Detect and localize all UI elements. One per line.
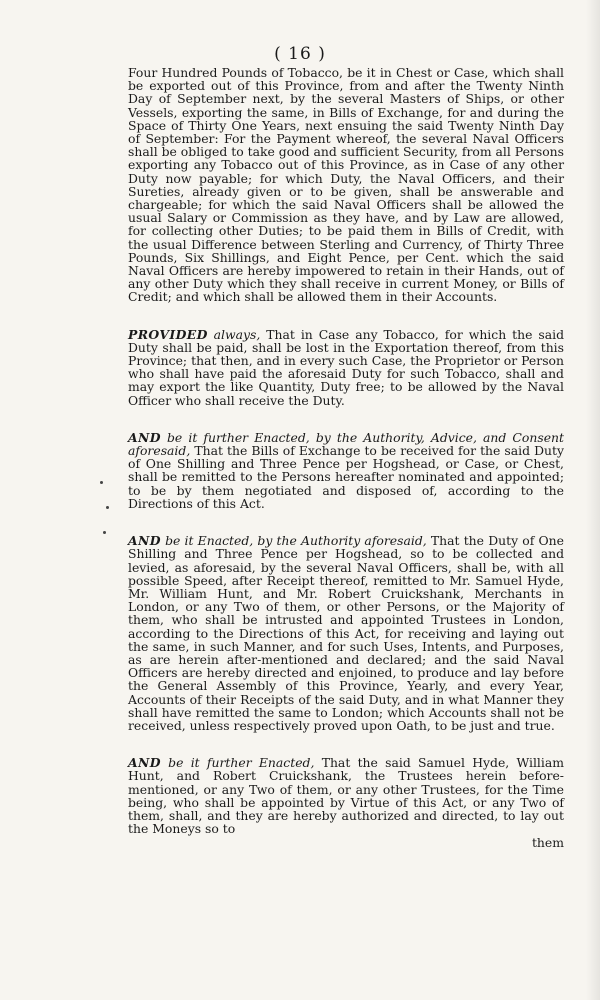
paragraph-1-body: Four Hundred Pounds of Tobacco, be it in Chest or Case, which shall be exported out of this Province, from and after the Twenty Ninth Day of September next, by the several Masters of Ships, or other Vessels, exporting the same, in Bills of Exchange, for and during the Space of Thirty One Years, next ensuing the said Twenty Ninth Day of September: For the Payment whereof, the several Naval Officers shall be obliged to take good and sufficient Security, from all Persons exporting any Tobacco out of this Province, as in Case of any other Duty now payable; for which Duty, the Naval Officers, and their Sureties, already given or to be given, shall be answerable and chargeable; for which the said Naval Officers shall be allowed the usual Salary or Commission as they have, and by Law are allowed, for collecting other Duties; to be paid them in Bills of Credit, with the usual Difference between Sterling and Currency, of Thirty Three Pounds, Six Shillings, and Eight Pence, per Cent. which the said Naval Officers are hereby impowered to retain in their Hands, out of any other Duty which they shall receive in current Money, or Bills of Credit; and which shall be allowed them in their Accounts. bbox=[128, 65, 564, 305]
page-number: ( 16 ) bbox=[274, 44, 326, 64]
body-text bbox=[128, 66, 564, 850]
paragraph-3-lead-rest: be it further Enacted, by the Authority, Advice, and Consent aforesaid, bbox=[128, 429, 564, 459]
stray-mark bbox=[103, 531, 106, 534]
paragraph-4-body: That the Duty of One Shilling and Three Pence per Hogshead, so to be collected and levied, as aforesaid, by the several Naval Officers, shall be, with all possible Speed, after Receipt thereof, remitted to Mr. Samuel Hyde, Mr. William Hunt, and Mr. Robert Cruickshank, Merchants in London, or any Two of them, or other Persons, or the Majority of them, who shall be intrusted and appointed Trustees in London, according to the Directions of this Act, for receiving and laying out the same, in such Manner, and for such Uses, Intents, and Purposes, as are herein after-mentioned and declared; and the said Naval Officers are hereby directed and enjoined, to produce and lay before the General Assembly of this Province, Yearly, and every Year, Accounts of their Receipts of the said Duty, and in what Manner they shall have remitted the same to London; which Accounts shall not be received, unless respectively proved upon Oath, to be just and true. bbox=[128, 533, 564, 733]
paragraph-5-lead: AND bbox=[128, 755, 161, 771]
catchword: them bbox=[531, 835, 564, 851]
paragraph-2-lead: PROVIDED bbox=[128, 326, 208, 342]
paragraph-2 bbox=[128, 328, 564, 407]
page-edge-shadow bbox=[586, 0, 600, 1000]
paragraph-4-lead: AND bbox=[128, 533, 161, 549]
paragraph-4-lead-rest: be it Enacted, by the Authority aforesaid, bbox=[160, 533, 427, 549]
paragraph-2-body: That in Case any Tobacco, for which the said Duty shall be paid, shall be lost in the Exportation thereof, from this Province; that then, and in every such Case, the Proprietor or Person who shall have paid the aforesaid Duty for such Tobacco, shall and may export the like Quantity, Duty free; to be allowed by the Naval Officer who shall receive the Duty. bbox=[128, 326, 564, 408]
paragraph-1 bbox=[128, 66, 564, 304]
paragraph-2-lead-rest: always, bbox=[207, 326, 261, 342]
paragraph-3-lead: AND bbox=[128, 429, 161, 445]
paragraph-4 bbox=[128, 534, 564, 732]
paragraph-5-body: That the said Samuel Hyde, William Hunt, and Robert Cruickshank, the Trustees herein before-mentioned, or any Two of them, or any other Trustees, for the Time being, who shall be appointed by Virtue of this Act, or any Two of them, shall, and they are hereby authorized and directed, to lay out the Moneys so to bbox=[128, 755, 564, 837]
paragraph-3-body: That the Bills of Exchange to be received for the said Duty of One Shilling and Three Pence per Hogshead, or Case, or Chest, shall be remitted to the Persons hereafter nominated and appointed; to be by them negotiated and disposed of, according to the Directions of this Act. bbox=[128, 443, 564, 511]
stray-mark bbox=[100, 481, 103, 484]
paragraph-3 bbox=[128, 431, 564, 510]
paragraph-5 bbox=[128, 756, 564, 849]
stray-mark bbox=[106, 506, 109, 509]
paragraph-5-lead-rest: be it further Enacted, bbox=[160, 755, 315, 771]
